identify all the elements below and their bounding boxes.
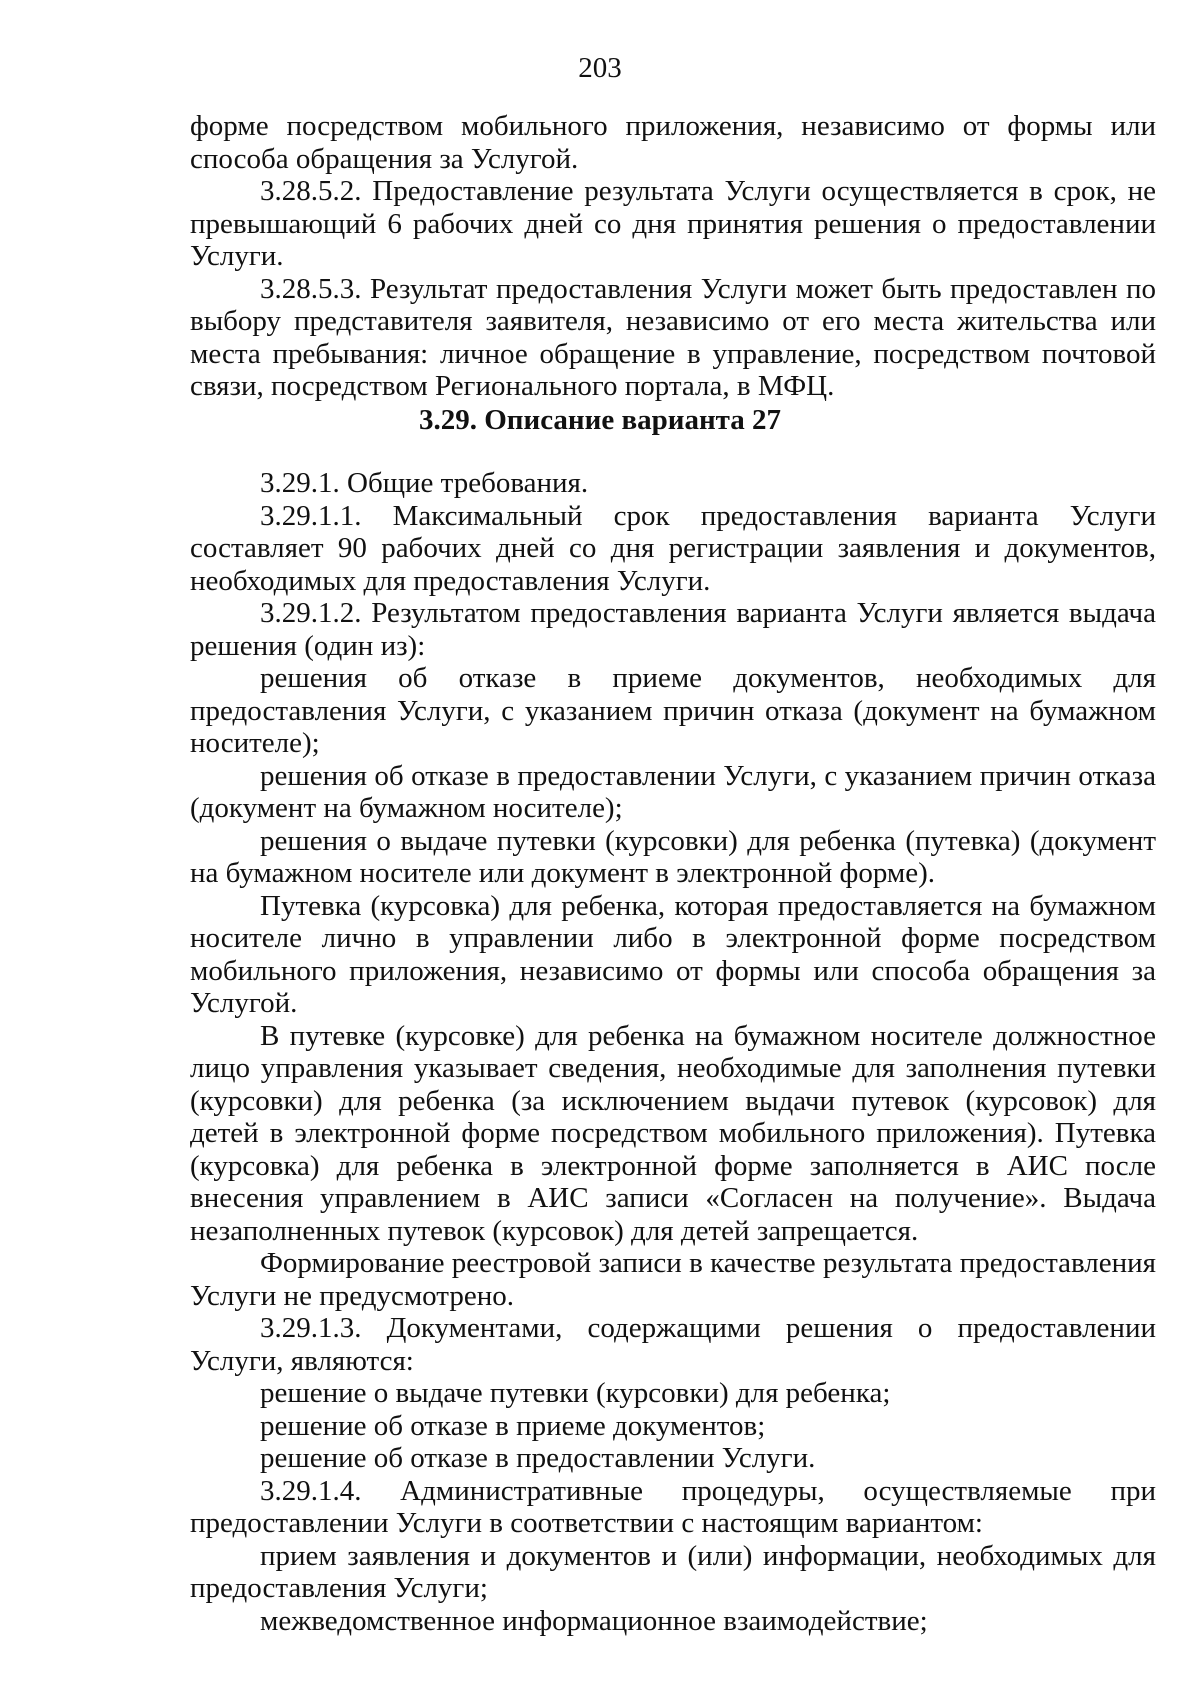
paragraph-voucher-filling: В путевке (курсовке) для ребенка на бумажном носителе должностное лицо управления указывает сведения, необходимые для заполнения путевки (курсовки) для ребенка (за исключением выдачи путевок (курсовок) для детей в электронной форме посредством мобильного приложения). Путевка (курсовка) для ребенка в электронной форме заполняется в АИС после внесения управлением в АИС записи «Согласен на получение». Выдача незаполненных путевок (курсовок) для детей запрещается. bbox=[190, 1019, 1156, 1247]
paragraph-3-29-1-1: 3.29.1.1. Максимальный срок предоставления варианта Услуги составляет 90 рабочих дней со дня регистрации заявления и документов, необходимых для предоставления Услуги. bbox=[190, 499, 1156, 597]
paragraph-3-29-1-4: 3.29.1.4. Административные процедуры, осуществляемые при предоставлении Услуги в соответствии с настоящим вариантом: bbox=[190, 1474, 1156, 1539]
list-item-decision-refusal-service: решение об отказе в предоставлении Услуги. bbox=[260, 1442, 816, 1474]
paragraph-3-29-1: 3.29.1. Общие требования. bbox=[260, 467, 589, 499]
paragraph-registry-record: Формирование реестровой записи в качестве результата предоставления Услуги не предусмотрено. bbox=[190, 1247, 1156, 1312]
list-item-decision-voucher: решение о выдаче путевки (курсовки) для ребенка; bbox=[260, 1377, 891, 1409]
page-number: 203 bbox=[578, 52, 622, 84]
paragraph-3-28-5-2: 3.28.5.2. Предоставление результата Услуги осуществляется в срок, не превышающий 6 рабочих дней со дня принятия решения о предоставлении Услуги. bbox=[190, 175, 1156, 272]
top-text-block bbox=[190, 110, 1156, 403]
list-item-procedure-interagency: межведомственное информационное взаимодействие; bbox=[260, 1604, 928, 1637]
list-item-refusal-service: решения об отказе в предоставлении Услуги, с указанием причин отказа (документ на бумажном носителе); bbox=[190, 759, 1156, 824]
section-heading: 3.29. Описание варианта 27 bbox=[418, 404, 782, 436]
list-item-procedure-acceptance: прием заявления и документов и (или) информации, необходимых для предоставления Услуги; bbox=[190, 1539, 1156, 1604]
paragraph-continuation: форме посредством мобильного приложения, независимо от формы или способа обращения за Услугой. bbox=[190, 110, 1156, 175]
paragraph-voucher-delivery: Путевка (курсовка) для ребенка, которая предоставляется на бумажном носителе лично в управлении либо в электронной форме посредством мобильного приложения, независимо от формы или способа обращения за Услугой. bbox=[190, 889, 1156, 1019]
list-item-decision-refusal-documents: решение об отказе в приеме документов; bbox=[260, 1409, 766, 1442]
paragraph-3-28-5-3: 3.28.5.3. Результат предоставления Услуги может быть предоставлен по выбору представителя заявителя, независимо от его места жительства или места пребывания: личное обращение в управление, посредством почтовой связи, посредством Регионального портала, в МФЦ. bbox=[190, 272, 1156, 402]
main-text-block bbox=[190, 467, 1156, 1637]
list-item-refusal-acceptance: решения об отказе в приеме документов, необходимых для предоставления Услуги, с указанием причин отказа (документ на бумажном носителе); bbox=[190, 662, 1156, 759]
paragraph-3-29-1-3: 3.29.1.3. Документами, содержащими решения о предоставлении Услуги, являются: bbox=[190, 1312, 1156, 1377]
paragraph-3-29-1-2: 3.29.1.2. Результатом предоставления варианта Услуги является выдача решения (один из): bbox=[190, 597, 1156, 662]
list-item-voucher-issue: решения о выдаче путевки (курсовки) для ребенка (путевка) (документ на бумажном носителе или документ в электронной форме). bbox=[190, 824, 1156, 889]
